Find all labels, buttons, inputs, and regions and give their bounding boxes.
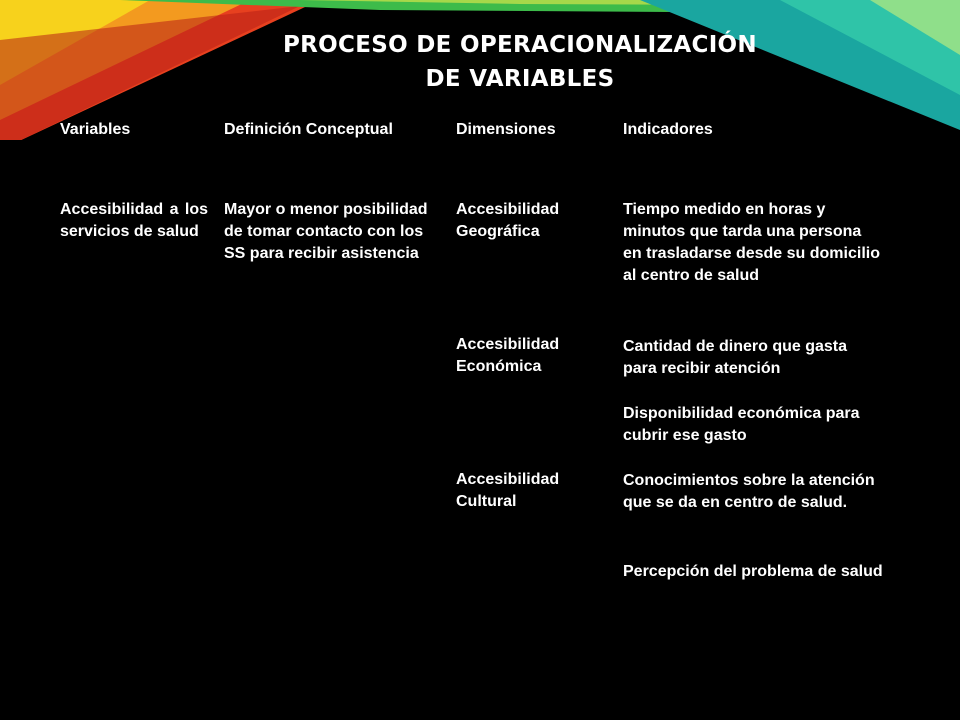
definition-cell: Mayor o menor posibilidad de tomar contacto con los SS para recibir asistencia — [224, 201, 428, 262]
header-indicadores: Indicadores — [623, 121, 713, 138]
indicator-percepcion: Percepción del problema de salud — [623, 563, 883, 580]
dimension-economica: Accesibilidad Económica — [456, 336, 560, 375]
variable-cell: Accesibilidad a los servicios de salud — [60, 201, 208, 240]
page-title — [190, 28, 850, 96]
title-line-2: DE VARIABLES — [425, 66, 615, 92]
dimension-cultural: Accesibilidad Cultural — [456, 471, 560, 510]
header-variables: Variables — [60, 121, 131, 138]
indicator-tiempo: Tiempo medido en horas y minutos que tarda una persona en trasladarse desde su domicilio al centro de salud — [623, 201, 880, 284]
header-dimensiones: Dimensiones — [456, 121, 556, 138]
indicator-disponibilidad: Disponibilidad económica para cubrir ese gasto — [623, 405, 860, 444]
header-definicion: Definición Conceptual — [224, 121, 393, 138]
indicator-conocimientos: Conocimientos sobre la atención que se da en centro de salud. — [623, 472, 875, 511]
dimension-geografica: Accesibilidad Geográfica — [456, 201, 560, 240]
title-line-1: PROCESO DE OPERACIONALIZACIÓN — [283, 32, 757, 58]
indicator-dinero: Cantidad de dinero que gasta para recibir atención — [623, 338, 848, 377]
